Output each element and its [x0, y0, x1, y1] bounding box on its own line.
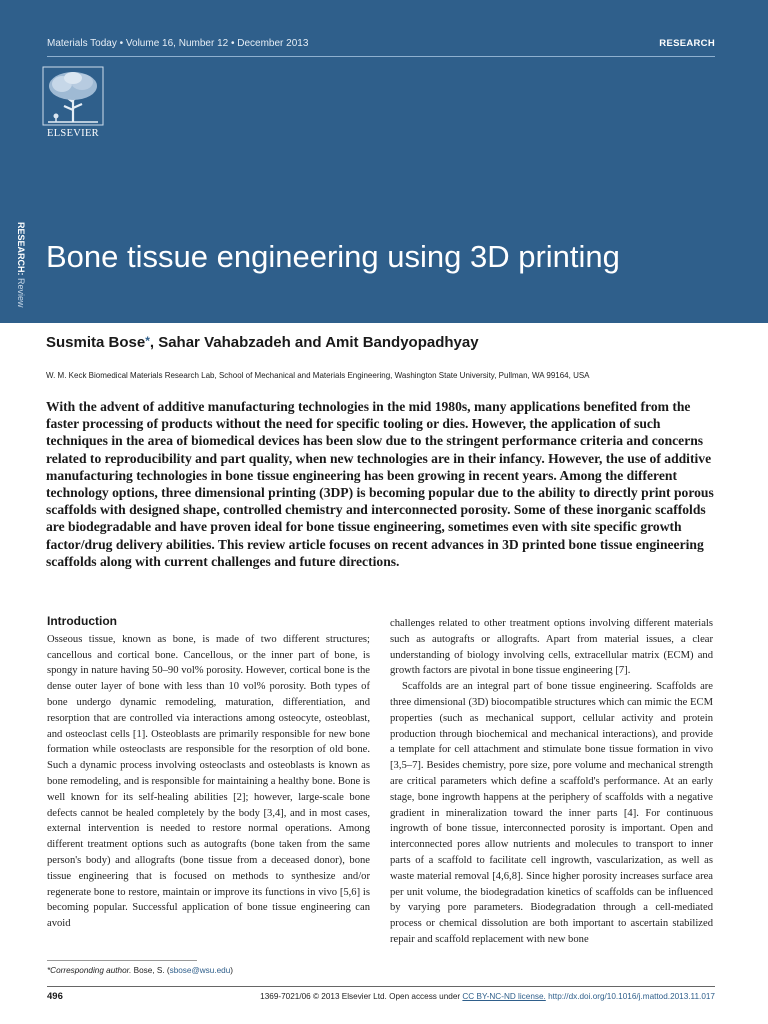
abstract: With the advent of additive manufacturing technologies in the mid 1980s, many applications benefited from the faster processing of products without the need for specific tooling or dies. However, the application of such techniques in the area of biomedical devices has been slow due to the stringent performance criteria and concerns related to reproducibility and part quality, when new technologies are in their infancy. However, the use of additive manufacturing technologies in bone tissue engineering has been growing in recent years. Among the different technology options, three dimensional printing (3DP) is becoming popular due to the ability to directly print porous scaffolds with designed shape, controlled chemistry and interconnected porosity. Some of these inorganic scaffolds are biodegradable and have proven ideal for bone tissue engineering, sometimes even with site specific growth factor/drug delivery abilities. This review article focuses on recent advances in 3D printed bone tissue engineering scaffolds along with current challenges and future directions. — [46, 399, 714, 569]
license-link[interactable]: CC BY-NC-ND license. — [462, 992, 546, 1001]
side-label-light: Review — [16, 278, 26, 308]
footnote-label: *Corresponding author. — [47, 966, 132, 975]
paragraph: Scaffolds are an integral part of bone tissue engineering. Scaffolds are three dimensional (3D) biocompatible structures which can mimic the ECM properties (such as mechanical support, cellular activity and protein production through biochemical and mechanical interactions), and provide a template for cell attachment and stimulate bone tissue formation in vivo [3,5–7]. Besides chemistry, pore size, pore volume and mechanical strength are critical parameters which define a scaffold's performance. At an early stage, bone ingrowth happens at the periphery of scaffolds with a negative gradient in mineralization toward the inner parts [4]. For continuous ingrowth of bone tissue, interconnected porosity is important. Open and interconnected pores allow nutrients and molecules to transport to inner parts of a scaffold to facilitate cell ingrowth, vascularization, as well as waste material removal [4,6,8]. Since higher porosity increases surface area per unit volume, the biodegradation kinetics of scaffolds can be influenced by varying pore parameters. Biodegradation through a cell-mediated process or chemical dissolution are both important to ascertain stabilized repair and scaffold replacement with new bone — [390, 681, 713, 945]
footnote — [47, 966, 233, 975]
tree-icon — [42, 66, 104, 126]
publisher-name: ELSEVIER — [47, 128, 99, 139]
section-heading-introduction: Introduction — [47, 614, 117, 628]
paragraph: Osseous tissue, known as bone, is made of two different structures; cancellous and cortical bone. Cancellous, or the inner part of bone, is spongy in nature having 50–90 vol% porosity. However, cortical bone is the dense outer layer of bone with less than 10 vol% porosity. Both types of bone undergo dynamic remodeling, maturation, differentiation, and resorption that are controlled via interactions among osteocyte, osteoblast, and osteoclast cells [1]. Osteoblasts are primarily responsible for new bone formation while osteoclasts are responsible for the resorption of old bone. Such a dynamic process involving osteoclasts and osteoblasts is known as bone remodeling, and is responsible for maintaining a healthy bone. Bone is well known for its self-healing abilities [2]; however, large-scale bone defects cannot be healed completely by the body [3,4], and in most cases, external intervention is needed to restore normal operations. Among different treatment options such as autografts (bone taken from the same person's body) and allografts (bone tissue from a deceased donor), bone tissue engineering that is focused on methods to synthesize and/or regenerate bone to restore, maintain or improve its functions in vivo [5,6] is becoming popular. Successful application of bone tissue engineering can avoid — [47, 633, 370, 930]
corresponding-author-mark[interactable]: * — [145, 334, 150, 348]
footnote-divider — [47, 960, 197, 961]
email-link[interactable]: sbose@wsu.edu — [169, 966, 231, 975]
header-banner — [0, 0, 768, 323]
section-tag: RESEARCH — [659, 38, 715, 49]
footnote-text: Bose, S. ( — [131, 966, 170, 975]
paragraph: challenges related to other treatment options involving different materials such as autografts or allografts. Apart from material issues, a clear understanding of biology involving cells, extracellular matrix (ECM) and growth factors are pivotal in bone tissue engineering [7]. — [390, 618, 713, 677]
elsevier-logo — [42, 66, 104, 146]
footer-citation — [260, 992, 715, 1001]
author-list — [46, 334, 479, 351]
co-authors: , Sahar Vahabzadeh and Amit Bandyopadhyay — [149, 334, 479, 351]
side-section-label — [14, 222, 24, 332]
issn-text: 1369-7021/06 © 2013 Elsevier Ltd. Open access under — [260, 992, 463, 1001]
header-divider — [47, 56, 715, 57]
footer-divider — [47, 986, 715, 987]
journal-citation: Materials Today • Volume 16, Number 12 • December 2013 — [47, 38, 309, 49]
first-author[interactable]: Susmita Bose — [46, 334, 146, 351]
footnote-close: ) — [230, 966, 233, 975]
affiliation: W. M. Keck Biomedical Materials Research Lab, School of Mechanical and Materials Engineering, Washington State University, Pullman, WA 99164, USA — [46, 371, 590, 380]
page-number: 496 — [47, 991, 63, 1002]
doi-link[interactable]: http://dx.doi.org/10.1016/j.mattod.2013.11.017 — [545, 992, 715, 1001]
right-column — [390, 616, 713, 948]
side-label-bold: RESEARCH: — [16, 222, 26, 276]
left-column — [47, 614, 370, 932]
article-title: Bone tissue engineering using 3D printing — [46, 239, 620, 274]
